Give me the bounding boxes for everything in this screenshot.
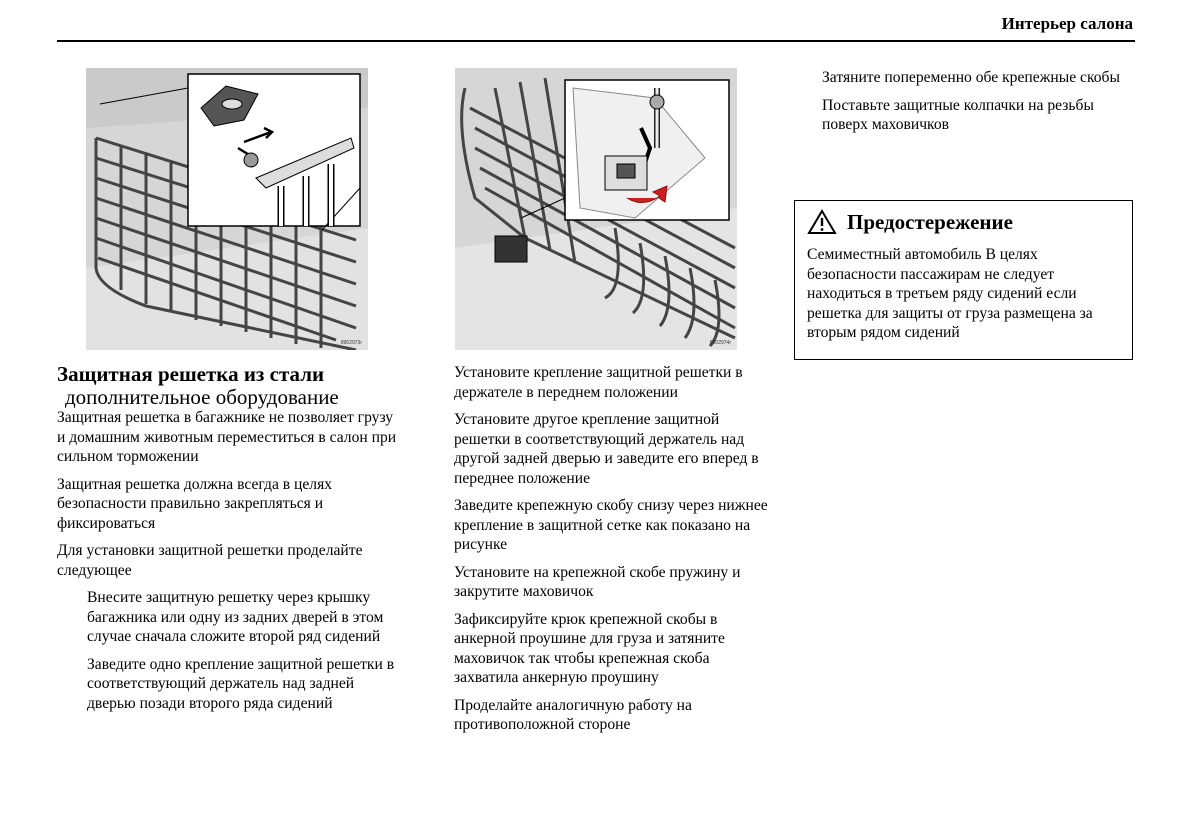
step-item: Заведите крепежную скобу снизу через нижнее крепление в защитной сетке как показано на рисунке	[454, 497, 768, 553]
header-rule	[57, 40, 1135, 42]
left-column	[57, 362, 402, 721]
step-item: Зафиксируйте крюк крепежной скобы в анкерной проушине для груза и затяните маховичок так чтобы крепежная скоба захватила анкерную проушину	[454, 610, 725, 686]
paragraph: Для установки защитной решетки проделайте следующее	[57, 542, 363, 579]
figure-code: 8902974r	[709, 340, 731, 346]
paragraph: Защитная решетка в багажнике не позволяет грузу и домашним животным переместиться в салон при сильном торможении	[57, 409, 397, 465]
step-item: Установите крепление защитной решетки в держателе в переднем положении	[454, 364, 743, 401]
section-subtitle: дополнительное оборудование	[65, 385, 339, 409]
step-item: Внесите защитную решетку через крышку багажника или одну из задних дверей в этом случае сначала сложите второй ряд сидений	[87, 589, 384, 645]
warning-header	[807, 209, 1120, 235]
figure-code: 8902973r	[340, 340, 362, 346]
bracket-illustration	[455, 68, 737, 350]
figure-cargo-grille-mounting	[86, 68, 368, 350]
paragraph: Защитная решетка должна всегда в целях безопасности правильно закрепляться и фиксироваться	[57, 475, 333, 532]
section-title: Защитная решетка из стали	[57, 362, 325, 386]
warning-triangle-icon	[807, 209, 837, 235]
step-item: Установите на крепежной скобе пружину и закрутите маховичок	[454, 563, 741, 600]
warning-text: Семиместный автомобиль В целях безопасности пассажирам не следует находиться в третьем ряду сидений если решетка для защиты от груза размещена за вторым рядом сидений	[807, 246, 1093, 341]
cargo-grille-illustration	[86, 68, 368, 350]
right-column	[822, 68, 1140, 143]
step-item: Затяните попеременно обе крепежные скобы	[822, 69, 1120, 86]
warning-box	[794, 200, 1133, 360]
step-item: Поставьте защитные колпачки на резьбы поверх маховичков	[822, 96, 1094, 133]
middle-column	[454, 363, 770, 743]
warning-title: Предостережение	[847, 209, 1013, 234]
figure-cargo-grille-bracket	[455, 68, 737, 350]
step-item: Заведите одно крепление защитной решетки в соответствующий держатель над задней дверью позади второго ряда сидений	[87, 655, 395, 712]
page-header-title: Интерьер салона	[1001, 14, 1133, 33]
step-item: Установите другое крепление защитной решетки в соответствующий держатель над другой задней дверью и заведите его вперед в переднее положение	[454, 411, 759, 487]
step-item: Проделайте аналогичную работу на противоположной стороне	[454, 696, 692, 733]
